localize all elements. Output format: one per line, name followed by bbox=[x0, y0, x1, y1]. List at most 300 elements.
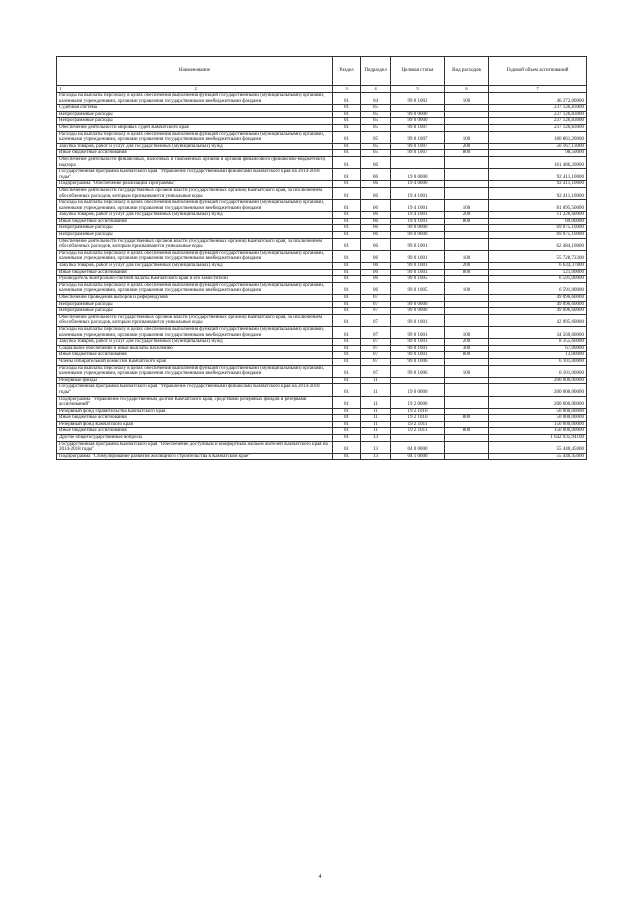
row-subsection-cell: 07 bbox=[361, 345, 391, 352]
row-subsection-cell: 07 bbox=[361, 295, 391, 302]
row-subsection-cell: 11 bbox=[361, 421, 391, 428]
row-amount-cell: 6 591,00000 bbox=[489, 282, 587, 294]
row-subsection-cell: 06 bbox=[361, 212, 391, 219]
row-target-article-cell: 19 4 1001 bbox=[391, 218, 445, 225]
column-index-label: 2 bbox=[194, 86, 197, 92]
row-target-article-cell: 99 0 0000 bbox=[391, 225, 445, 232]
row-subsection-cell: 11 bbox=[361, 408, 391, 415]
row-expense-type-cell bbox=[445, 421, 489, 428]
row-subsection-cell: 05 bbox=[361, 124, 391, 131]
row-expense-type-cell bbox=[445, 238, 489, 250]
row-subsection-cell: 11 bbox=[361, 428, 391, 435]
row-subsection-cell: 06 bbox=[361, 276, 391, 283]
row-subsection-cell: 11 bbox=[361, 377, 391, 384]
row-subsection-cell: 06 bbox=[361, 269, 391, 276]
row-name-cell: Социальное обеспечение и иные выплаты населению bbox=[57, 345, 333, 352]
row-subsection-cell: 06 bbox=[361, 263, 391, 270]
row-expense-type-cell: 100 bbox=[445, 131, 489, 143]
table-row bbox=[57, 269, 587, 276]
row-section-cell: 01 bbox=[333, 150, 361, 157]
table-row bbox=[57, 232, 587, 239]
row-section-cell: 01 bbox=[333, 308, 361, 315]
row-amount-cell: 161 486,20000 bbox=[489, 156, 587, 168]
column-index-cell: 6 bbox=[445, 86, 489, 93]
row-name-cell: Расходы на выплаты персоналу в целях обеспечения выполнения функций государственными (муниципальными) органами, казенными учреждениями, органами управления государственными внебюджетными фондами bbox=[57, 282, 333, 294]
row-amount-cell: 237 126,83000 bbox=[489, 118, 587, 125]
row-expense-type-cell bbox=[445, 396, 489, 408]
row-name-cell: Непрограммные расходы bbox=[57, 301, 333, 308]
row-expense-type-cell: 800 bbox=[445, 415, 489, 422]
page-number: 4 bbox=[318, 874, 322, 880]
row-section-cell: 01 bbox=[333, 93, 361, 105]
table-row bbox=[57, 339, 587, 346]
row-amount-cell: 81 095,50000 bbox=[489, 200, 587, 212]
row-section-cell: 01 bbox=[333, 169, 361, 181]
row-expense-type-cell: 200 bbox=[445, 143, 489, 150]
row-amount-cell: 200 000,00000 bbox=[489, 377, 587, 384]
row-amount-cell: 92 411,10000 bbox=[489, 169, 587, 181]
row-name-cell: Закупка товаров, работ и услуг для государственных (муниципальных) нужд bbox=[57, 263, 333, 270]
row-expense-type-cell bbox=[445, 308, 489, 315]
row-amount-cell: 69 075,10000 bbox=[489, 225, 587, 232]
header-name: Наименование bbox=[57, 57, 333, 86]
row-expense-type-cell bbox=[445, 314, 489, 326]
row-amount-cell: 67,00000 bbox=[489, 345, 587, 352]
row-section-cell: 01 bbox=[333, 105, 361, 112]
row-section-cell: 01 bbox=[333, 232, 361, 239]
row-section-cell: 01 bbox=[333, 250, 361, 262]
row-section-cell: 01 bbox=[333, 339, 361, 346]
table-row bbox=[57, 212, 587, 219]
row-name-cell: Расходы на выплаты персоналу в целях обеспечения выполнения функций государственными (муниципальными) органами, казенными учреждениями, органами управления государственными внебюджетными фондами bbox=[57, 365, 333, 377]
table-row bbox=[57, 308, 587, 315]
row-name-cell: Расходы на выплаты персоналу в целях обеспечения выполнения функций государственными (муниципальными) органами, казенными учреждениями, органами управления государственными внебюджетными фондами bbox=[57, 326, 333, 338]
row-name-cell: Обеспечение деятельности государственных органов власти (государственных органов) Камчатского края, за исключением обособленных расходов, которым присваиваются уникальные коды bbox=[57, 314, 333, 326]
row-subsection-cell: 06 bbox=[361, 238, 391, 250]
row-name-cell: Закупка товаров, работ и услуг для государственных (муниципальных) нужд bbox=[57, 339, 333, 346]
row-subsection-cell: 07 bbox=[361, 326, 391, 338]
row-subsection-cell: 13 bbox=[361, 453, 391, 460]
row-section-cell: 01 bbox=[333, 225, 361, 232]
row-section-cell: 01 bbox=[333, 435, 361, 442]
row-name-cell: Иные бюджетные ассигнования bbox=[57, 150, 333, 157]
row-expense-type-cell bbox=[445, 111, 489, 118]
row-amount-cell: 69 075,10000 bbox=[489, 232, 587, 239]
row-expense-type-cell bbox=[445, 384, 489, 396]
row-section-cell: 01 bbox=[333, 358, 361, 365]
table-row bbox=[57, 428, 587, 435]
row-name-cell: Резервные фонды bbox=[57, 377, 333, 384]
row-amount-cell: 150 000,00000 bbox=[489, 421, 587, 428]
row-amount-cell: 180 861,20000 bbox=[489, 131, 587, 143]
header-expense-type: Вид расходов bbox=[445, 57, 489, 86]
row-amount-cell: 6 591,00000 bbox=[489, 276, 587, 283]
row-name-cell: Подпрограмма "Управление государственным долгом Камчатского края, средствами резервных фондов и резервами ассигнований" bbox=[57, 396, 333, 408]
row-amount-cell: 55 440,45000 bbox=[489, 441, 587, 453]
column-index-row bbox=[57, 86, 587, 93]
row-target-article-cell: 99 0 0000 bbox=[391, 118, 445, 125]
row-subsection-cell: 11 bbox=[361, 396, 391, 408]
row-amount-cell: 98,50000 bbox=[489, 150, 587, 157]
row-section-cell: 01 bbox=[333, 415, 361, 422]
row-name-cell: Непрограммные расходы bbox=[57, 225, 333, 232]
row-target-article-cell: 99 0 1007 bbox=[391, 124, 445, 131]
table-row bbox=[57, 301, 587, 308]
row-amount-cell: 89,00000 bbox=[489, 218, 587, 225]
row-target-article-cell: 99 0 1007 bbox=[391, 150, 445, 157]
row-expense-type-cell bbox=[445, 181, 489, 188]
budget-table bbox=[56, 56, 587, 460]
row-subsection-cell: 05 bbox=[361, 105, 391, 112]
row-expense-type-cell bbox=[445, 169, 489, 181]
row-expense-type-cell: 200 bbox=[445, 263, 489, 270]
row-target-article-cell bbox=[391, 295, 445, 302]
table-row bbox=[57, 384, 587, 396]
table-row bbox=[57, 441, 587, 453]
column-index-cell bbox=[57, 86, 333, 93]
row-name-cell: Резервный фонд Камчатского края bbox=[57, 421, 333, 428]
row-amount-cell: 50 000,00000 bbox=[489, 415, 587, 422]
row-target-article-cell bbox=[391, 156, 445, 168]
table-row bbox=[57, 150, 587, 157]
row-target-article-cell: 19 2 1011 bbox=[391, 428, 445, 435]
row-target-article-cell: 99 0 1001 bbox=[391, 314, 445, 326]
row-subsection-cell: 06 bbox=[361, 218, 391, 225]
table-row bbox=[57, 250, 587, 262]
row-expense-type-cell bbox=[445, 105, 489, 112]
row-amount-cell: 237 126,83000 bbox=[489, 105, 587, 112]
row-target-article-cell: 99 0 1001 bbox=[391, 269, 445, 276]
row-target-article-cell: 19 2 0000 bbox=[391, 396, 445, 408]
row-name-cell: Иные бюджетные ассигнования bbox=[57, 415, 333, 422]
row-name-cell: Непрограммные расходы bbox=[57, 118, 333, 125]
table-row bbox=[57, 365, 587, 377]
row-amount-cell: 6 634,37800 bbox=[489, 263, 587, 270]
table-row bbox=[57, 377, 587, 384]
row-name-cell: Непрограммные расходы bbox=[57, 308, 333, 315]
row-name-cell: Другие общегосударственные вопросы bbox=[57, 435, 333, 442]
row-target-article-cell bbox=[391, 377, 445, 384]
row-expense-type-cell: 800 bbox=[445, 269, 489, 276]
row-name-cell: Непрограммные расходы bbox=[57, 111, 333, 118]
row-target-article-cell: 99 0 1005 bbox=[391, 276, 445, 283]
row-amount-cell: 46 272,00000 bbox=[489, 93, 587, 105]
row-subsection-cell: 06 bbox=[361, 282, 391, 294]
row-section-cell: 01 bbox=[333, 263, 361, 270]
table-row bbox=[57, 345, 587, 352]
row-expense-type-cell: 100 bbox=[445, 200, 489, 212]
row-section-cell: 01 bbox=[333, 187, 361, 199]
row-subsection-cell: 06 bbox=[361, 232, 391, 239]
table-row bbox=[57, 352, 587, 359]
row-subsection-cell: 07 bbox=[361, 365, 391, 377]
row-expense-type-cell: 300 bbox=[445, 345, 489, 352]
row-section-cell: 01 bbox=[333, 118, 361, 125]
table-row bbox=[57, 111, 587, 118]
row-expense-type-cell bbox=[445, 358, 489, 365]
row-name-cell: Государственная программа Камчатского края "Обеспечение доступным и комфортным жильем жителей Камчатского края на 2014-2018 годы" bbox=[57, 441, 333, 453]
row-target-article-cell: 99 0 1001 bbox=[391, 352, 445, 359]
row-expense-type-cell bbox=[445, 187, 489, 199]
row-target-article-cell: 99 0 0000 bbox=[391, 111, 445, 118]
row-name-cell: Иные бюджетные ассигнования bbox=[57, 352, 333, 359]
row-subsection-cell: 07 bbox=[361, 301, 391, 308]
row-subsection-cell: 06 bbox=[361, 225, 391, 232]
row-subsection-cell: 04 bbox=[361, 93, 391, 105]
row-amount-cell: 56 167,13000 bbox=[489, 143, 587, 150]
column-index-cell: 3 bbox=[333, 86, 361, 93]
row-amount-cell: 6 101,00000 bbox=[489, 358, 587, 365]
row-subsection-cell: 11 bbox=[361, 415, 391, 422]
row-subsection-cell: 07 bbox=[361, 339, 391, 346]
row-name-cell: Государственная программа Камчатского края "Управление государственными финансами Камчатского края на 2014-2018 годы" bbox=[57, 384, 333, 396]
table-row bbox=[57, 421, 587, 428]
row-name-cell: Обеспечение деятельности финансовых, налоговых и таможенных органов и органов финансового (финансово-бюджетного) надзора bbox=[57, 156, 333, 168]
table-row bbox=[57, 143, 587, 150]
row-target-article-cell: 04 1 0000 bbox=[391, 453, 445, 460]
row-target-article-cell: 19 4 1001 bbox=[391, 200, 445, 212]
row-name-cell: Закупка товаров, работ и услуг для государственных (муниципальных) нужд bbox=[57, 143, 333, 150]
row-section-cell: 01 bbox=[333, 181, 361, 188]
row-amount-cell: 62 484,10000 bbox=[489, 238, 587, 250]
row-expense-type-cell: 100 bbox=[445, 326, 489, 338]
column-index-cell: 4 bbox=[361, 86, 391, 93]
row-target-article-cell: 99 0 1001 bbox=[391, 339, 445, 346]
row-expense-type-cell bbox=[445, 225, 489, 232]
header-target-article: Целевая статья bbox=[391, 57, 445, 86]
row-section-cell: 01 bbox=[333, 421, 361, 428]
row-amount-cell: 49 096,60000 bbox=[489, 301, 587, 308]
row-section-cell: 01 bbox=[333, 453, 361, 460]
row-amount-cell: 13,00000 bbox=[489, 352, 587, 359]
row-section-cell: 01 bbox=[333, 396, 361, 408]
row-amount-cell: 200 000,00000 bbox=[489, 396, 587, 408]
row-section-cell: 01 bbox=[333, 282, 361, 294]
row-expense-type-cell: 100 bbox=[445, 282, 489, 294]
row-subsection-cell: 06 bbox=[361, 156, 391, 168]
row-section-cell: 01 bbox=[333, 295, 361, 302]
row-name-cell: Иные бюджетные ассигнования bbox=[57, 428, 333, 435]
table-row bbox=[57, 408, 587, 415]
row-section-cell: 01 bbox=[333, 301, 361, 308]
column-index-label: 1 bbox=[59, 86, 62, 92]
row-subsection-cell: 05 bbox=[361, 131, 391, 143]
row-section-cell: 01 bbox=[333, 111, 361, 118]
row-name-cell: Иные бюджетные ассигнования bbox=[57, 269, 333, 276]
row-target-article-cell: 99 0 1007 bbox=[391, 131, 445, 143]
row-expense-type-cell bbox=[445, 453, 489, 460]
row-subsection-cell: 05 bbox=[361, 118, 391, 125]
row-target-article-cell: 99 0 1001 bbox=[391, 250, 445, 262]
row-target-article-cell: 19 2 1010 bbox=[391, 415, 445, 422]
table-row bbox=[57, 453, 587, 460]
row-amount-cell: 237 126,83000 bbox=[489, 124, 587, 131]
row-target-article-cell: 19 2 1011 bbox=[391, 421, 445, 428]
row-expense-type-cell: 200 bbox=[445, 339, 489, 346]
row-amount-cell: 121,00000 bbox=[489, 269, 587, 276]
row-expense-type-cell: 100 bbox=[445, 250, 489, 262]
row-target-article-cell: 19 2 1010 bbox=[391, 408, 445, 415]
row-name-cell: Закупка товаров, работ и услуг для государственных (муниципальных) нужд bbox=[57, 212, 333, 219]
row-amount-cell: 50 000,00000 bbox=[489, 408, 587, 415]
row-target-article-cell: 99 0 0000 bbox=[391, 308, 445, 315]
row-amount-cell: 200 000,00000 bbox=[489, 384, 587, 396]
row-target-article-cell: 99 0 1002 bbox=[391, 93, 445, 105]
table-row bbox=[57, 218, 587, 225]
row-subsection-cell: 05 bbox=[361, 111, 391, 118]
table-row bbox=[57, 118, 587, 125]
row-section-cell: 01 bbox=[333, 269, 361, 276]
row-amount-cell: 150 000,00000 bbox=[489, 428, 587, 435]
row-target-article-cell: 19 4 0000 bbox=[391, 181, 445, 188]
row-section-cell: 01 bbox=[333, 276, 361, 283]
table-row bbox=[57, 396, 587, 408]
header-section: Раздел bbox=[333, 57, 361, 86]
row-name-cell: Обеспечение проведения выборов и референдумов bbox=[57, 295, 333, 302]
row-expense-type-cell bbox=[445, 156, 489, 168]
row-subsection-cell: 05 bbox=[361, 143, 391, 150]
row-amount-cell: 55 728,72200 bbox=[489, 250, 587, 262]
table-row bbox=[57, 435, 587, 442]
row-expense-type-cell bbox=[445, 441, 489, 453]
row-subsection-cell: 06 bbox=[361, 169, 391, 181]
table-row bbox=[57, 326, 587, 338]
row-section-cell: 01 bbox=[333, 212, 361, 219]
row-expense-type-cell bbox=[445, 124, 489, 131]
row-subsection-cell: 05 bbox=[361, 150, 391, 157]
row-expense-type-cell bbox=[445, 408, 489, 415]
row-subsection-cell: 13 bbox=[361, 435, 391, 442]
row-expense-type-cell: 200 bbox=[445, 212, 489, 219]
table-row bbox=[57, 263, 587, 270]
row-target-article-cell: 99 0 1006 bbox=[391, 358, 445, 365]
row-target-article-cell: 19 0 0000 bbox=[391, 169, 445, 181]
row-name-cell: Судебная система bbox=[57, 105, 333, 112]
row-amount-cell: 42 995,60000 bbox=[489, 314, 587, 326]
row-section-cell: 01 bbox=[333, 408, 361, 415]
row-section-cell: 01 bbox=[333, 365, 361, 377]
row-subsection-cell: 13 bbox=[361, 441, 391, 453]
table-row bbox=[57, 181, 587, 188]
row-amount-cell: 92 411,10000 bbox=[489, 187, 587, 199]
row-target-article-cell: 99 0 1001 bbox=[391, 345, 445, 352]
row-amount-cell: 237 126,83000 bbox=[489, 111, 587, 118]
row-name-cell: Подпрограмма "Обеспечение реализации Программы" bbox=[57, 181, 333, 188]
row-subsection-cell: 06 bbox=[361, 250, 391, 262]
row-amount-cell: 49 096,60000 bbox=[489, 295, 587, 302]
row-amount-cell: 92 411,10000 bbox=[489, 181, 587, 188]
row-expense-type-cell: 800 bbox=[445, 352, 489, 359]
column-index-cell: 7 bbox=[489, 86, 587, 93]
row-target-article-cell: 99 0 1006 bbox=[391, 365, 445, 377]
row-subsection-cell: 06 bbox=[361, 181, 391, 188]
table-row bbox=[57, 282, 587, 294]
row-name-cell: Резервный фонд Правительства Камчатского края bbox=[57, 408, 333, 415]
row-subsection-cell: 06 bbox=[361, 187, 391, 199]
row-expense-type-cell: 800 bbox=[445, 150, 489, 157]
row-target-article-cell: 99 0 1001 bbox=[391, 238, 445, 250]
row-amount-cell: 34 560,00000 bbox=[489, 326, 587, 338]
table-row bbox=[57, 131, 587, 143]
row-target-article-cell: 99 0 0000 bbox=[391, 232, 445, 239]
row-subsection-cell: 07 bbox=[361, 358, 391, 365]
row-name-cell: Расходы на выплаты персоналу в целях обеспечения выполнения функций государственными (муниципальными) органами, казенными учреждениями, органами управления государственными внебюджетными фондами bbox=[57, 200, 333, 212]
table-row bbox=[57, 156, 587, 168]
table-row bbox=[57, 314, 587, 326]
row-section-cell: 01 bbox=[333, 441, 361, 453]
header-annual-amount: Годовой объем ассигнований bbox=[489, 57, 587, 86]
row-subsection-cell: 06 bbox=[361, 200, 391, 212]
row-subsection-cell: 11 bbox=[361, 384, 391, 396]
row-target-article-cell: 99 0 1005 bbox=[391, 282, 445, 294]
row-section-cell: 01 bbox=[333, 384, 361, 396]
table-row bbox=[57, 105, 587, 112]
row-target-article-cell: 19 0 0000 bbox=[391, 384, 445, 396]
row-target-article-cell: 04 0 0000 bbox=[391, 441, 445, 453]
row-name-cell: Обеспечение деятельности государственных органов власти (государственных органов) Камчатского края, за исключением обособленных расходов, которым присваиваются уникальные коды bbox=[57, 187, 333, 199]
row-amount-cell: 49 096,60000 bbox=[489, 308, 587, 315]
row-section-cell: 01 bbox=[333, 143, 361, 150]
row-section-cell: 01 bbox=[333, 124, 361, 131]
column-index-cell: 5 bbox=[391, 86, 445, 93]
row-target-article-cell: 19 4 1001 bbox=[391, 187, 445, 199]
row-target-article-cell bbox=[391, 105, 445, 112]
row-expense-type-cell: 100 bbox=[445, 93, 489, 105]
row-section-cell: 01 bbox=[333, 238, 361, 250]
row-target-article-cell: 99 0 1007 bbox=[391, 143, 445, 150]
row-expense-type-cell bbox=[445, 301, 489, 308]
table-row bbox=[57, 187, 587, 199]
row-name-cell: Подпрограмма "Стимулирование развития жилищного строительства в Камчатском крае" bbox=[57, 453, 333, 460]
row-subsection-cell: 07 bbox=[361, 352, 391, 359]
row-section-cell: 01 bbox=[333, 156, 361, 168]
row-target-article-cell: 19 4 1001 bbox=[391, 212, 445, 219]
row-expense-type-cell bbox=[445, 276, 489, 283]
row-expense-type-cell bbox=[445, 295, 489, 302]
row-section-cell: 01 bbox=[333, 352, 361, 359]
table-row bbox=[57, 200, 587, 212]
header-subsection: Подраздел bbox=[361, 57, 391, 86]
table-row bbox=[57, 225, 587, 232]
row-section-cell: 01 bbox=[333, 314, 361, 326]
row-name-cell: Расходы на выплаты персоналу в целях обеспечения выполнения функций государственными (муниципальными) органами, казенными учреждениями, органами управления государственными внебюджетными фондами bbox=[57, 250, 333, 262]
row-name-cell: Государственная программа Камчатского края "Управление государственными финансами Камчатского края на 2014-2018 годы" bbox=[57, 169, 333, 181]
row-section-cell: 01 bbox=[333, 428, 361, 435]
row-name-cell: Обеспечение деятельности государственных органов власти (государственных органов) Камчатского края, за исключением обособленных расходов, которым присваиваются уникальные коды bbox=[57, 238, 333, 250]
row-target-article-cell: 99 0 0000 bbox=[391, 301, 445, 308]
table-row bbox=[57, 238, 587, 250]
table-row bbox=[57, 295, 587, 302]
row-amount-cell: 6 101,00000 bbox=[489, 365, 587, 377]
row-expense-type-cell bbox=[445, 118, 489, 125]
row-section-cell: 01 bbox=[333, 326, 361, 338]
row-expense-type-cell: 800 bbox=[445, 218, 489, 225]
table-row bbox=[57, 124, 587, 131]
row-target-article-cell: 99 0 1001 bbox=[391, 263, 445, 270]
row-section-cell: 01 bbox=[333, 377, 361, 384]
row-section-cell: 01 bbox=[333, 345, 361, 352]
table-row bbox=[57, 276, 587, 283]
row-expense-type-cell bbox=[445, 232, 489, 239]
row-amount-cell: 11 226,60000 bbox=[489, 212, 587, 219]
row-name-cell: Расходы на выплаты персоналу в целях обеспечения выполнения функций государственными (муниципальными) органами, казенными учреждениями, органами управления государственными внебюджетными фондами bbox=[57, 131, 333, 143]
row-expense-type-cell: 100 bbox=[445, 365, 489, 377]
row-expense-type-cell bbox=[445, 435, 489, 442]
row-section-cell: 01 bbox=[333, 218, 361, 225]
row-section-cell: 01 bbox=[333, 131, 361, 143]
row-subsection-cell: 07 bbox=[361, 308, 391, 315]
row-target-article-cell bbox=[391, 435, 445, 442]
